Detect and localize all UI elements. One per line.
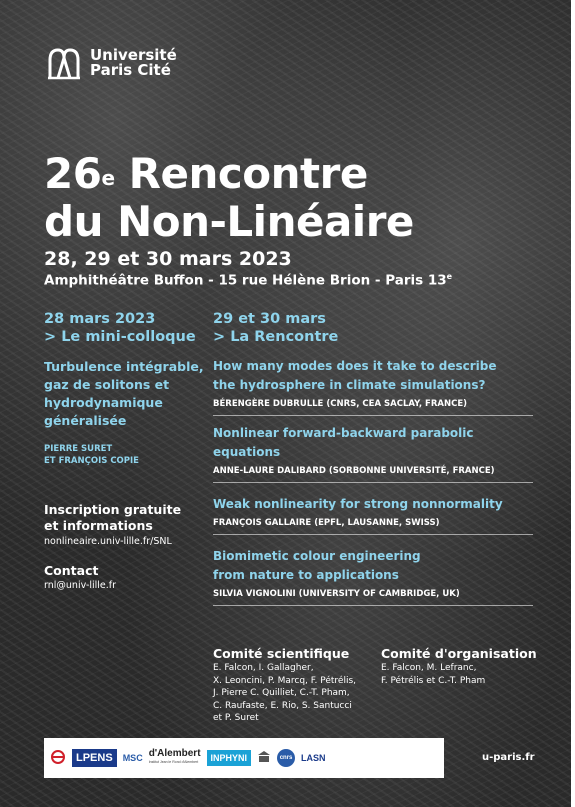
event-venue (44, 272, 452, 289)
title-number: 26 (44, 149, 102, 198)
talk-title-line1: How many modes does it take to describe (213, 359, 497, 373)
footer-url[interactable]: u-paris.fr (482, 752, 535, 763)
registration-link[interactable]: nonlineaire.univ-lille.fr/SNL (44, 536, 172, 547)
talk-list (213, 357, 533, 614)
mini-colloque-talk-title: Turbulence intégrable, gaz de solitons et hydrodynamique généralisée (44, 359, 204, 428)
logo-line2: Paris Cité (90, 61, 171, 79)
mini-colloque-date: 28 mars 2023 (44, 311, 156, 327)
contact-email-link[interactable]: rnl@univ-lille.fr (44, 580, 117, 591)
partner-logo: INPHYNI (207, 750, 252, 766)
committee-line: E. Falcon, M. Lefranc, (381, 663, 477, 673)
committee-line: C. Raufaste, E. Rio, S. Santucci (213, 700, 352, 711)
talk-title-line2: from nature to applications (213, 568, 399, 582)
talk-title: Nonlinear forward-backward parabolic equations (213, 426, 474, 459)
organizing-committee-members (381, 662, 485, 687)
mini-colloque-speakers (44, 443, 204, 467)
partner-logo: cnrs (277, 749, 295, 767)
partner-building-logo (257, 750, 271, 766)
partner-logo-subtitle: Institut Jean le Rond d'Alembert (148, 760, 199, 764)
poster-edge (571, 0, 575, 807)
committee-line: E. Falcon, I. Gallagher, (213, 663, 314, 673)
partner-logo (50, 750, 66, 766)
talk-speaker: SILVIA VIGNOLINI (UNIVERSITY OF CAMBRIDGE, UK) (213, 589, 460, 599)
mini-colloque-header (44, 310, 196, 346)
partner-logo: LPENS (72, 749, 117, 767)
venue-text: Amphithéâtre Buffon - 15 rue Hélène Brion - Paris 13 (44, 272, 447, 289)
talk-speaker: ANNE-LAURE DALIBARD (SORBONNE UNIVERSITÉ, FRANCE) (213, 466, 495, 476)
talk-speaker: BÉRENGÈRE DUBRULLE (CNRS, CEA SACLAY, FRANCE) (213, 399, 468, 409)
registration-heading-line2: et informations (44, 518, 153, 533)
partner-logo: LASN (301, 753, 326, 763)
title-line1-rest: Rencontre (114, 149, 368, 198)
university-emblem-icon (46, 46, 82, 80)
registration-heading-line1: Inscription gratuite (44, 502, 182, 517)
mini-speaker-line2: ET FRANÇOIS COPIE (44, 456, 139, 466)
talk-title (213, 357, 533, 395)
rencontre-date: 29 et 30 mars (213, 311, 326, 327)
partner-logo-name: d'Alembert (148, 748, 201, 759)
registration-heading (44, 502, 181, 534)
talk-title-line1: Biomimetic colour engineering (213, 549, 421, 563)
talk-speaker: FRANÇOIS GALLAIRE (EPFL, LAUSANNE, SWISS) (213, 518, 440, 528)
partner-logo: MSC (122, 753, 143, 763)
committee-line: F. Pétrélis et C.-T. Pham (381, 675, 486, 686)
logo-line1: Université (90, 46, 177, 64)
talk-item (213, 491, 533, 535)
committee-line: J. Pierre C. Quilliet, C.-T. Pham, (213, 688, 350, 698)
talk-item (213, 424, 533, 483)
venue-superscript: e (446, 272, 453, 281)
talk-title: Weak nonlinearity for strong nonnormality (213, 497, 503, 511)
organizing-committee-heading: Comité d'organisation (381, 646, 537, 661)
committee-line: X. Leoncini, P. Marcq, F. Pétrélis, (213, 675, 356, 686)
rencontre-label: > La Rencontre (213, 329, 339, 345)
university-logo (46, 46, 177, 80)
talk-item (213, 543, 533, 606)
contact-heading: Contact (44, 563, 99, 578)
talk-title (213, 547, 533, 585)
scientific-committee-members (213, 662, 356, 725)
partner-logo (149, 750, 201, 766)
building-icon (257, 750, 271, 764)
committee-line: et P. Suret (213, 713, 259, 723)
title-superscript: e (101, 166, 115, 190)
event-title (44, 150, 414, 246)
title-line2: du Non-Linéaire (44, 197, 414, 246)
talk-title-line2: the hydrosphere in climate simulations? (213, 378, 486, 392)
rencontre-header (213, 310, 338, 346)
mini-colloque-label: > Le mini-colloque (44, 329, 196, 345)
mini-speaker-line1: PIERRE SURET (44, 444, 113, 454)
talk-item (213, 357, 533, 416)
partner-logos-bar (44, 738, 444, 778)
partner-emblem-icon (50, 750, 66, 764)
scientific-committee-heading: Comité scientifique (213, 646, 350, 661)
event-dates: 28, 29 et 30 mars 2023 (44, 248, 292, 270)
